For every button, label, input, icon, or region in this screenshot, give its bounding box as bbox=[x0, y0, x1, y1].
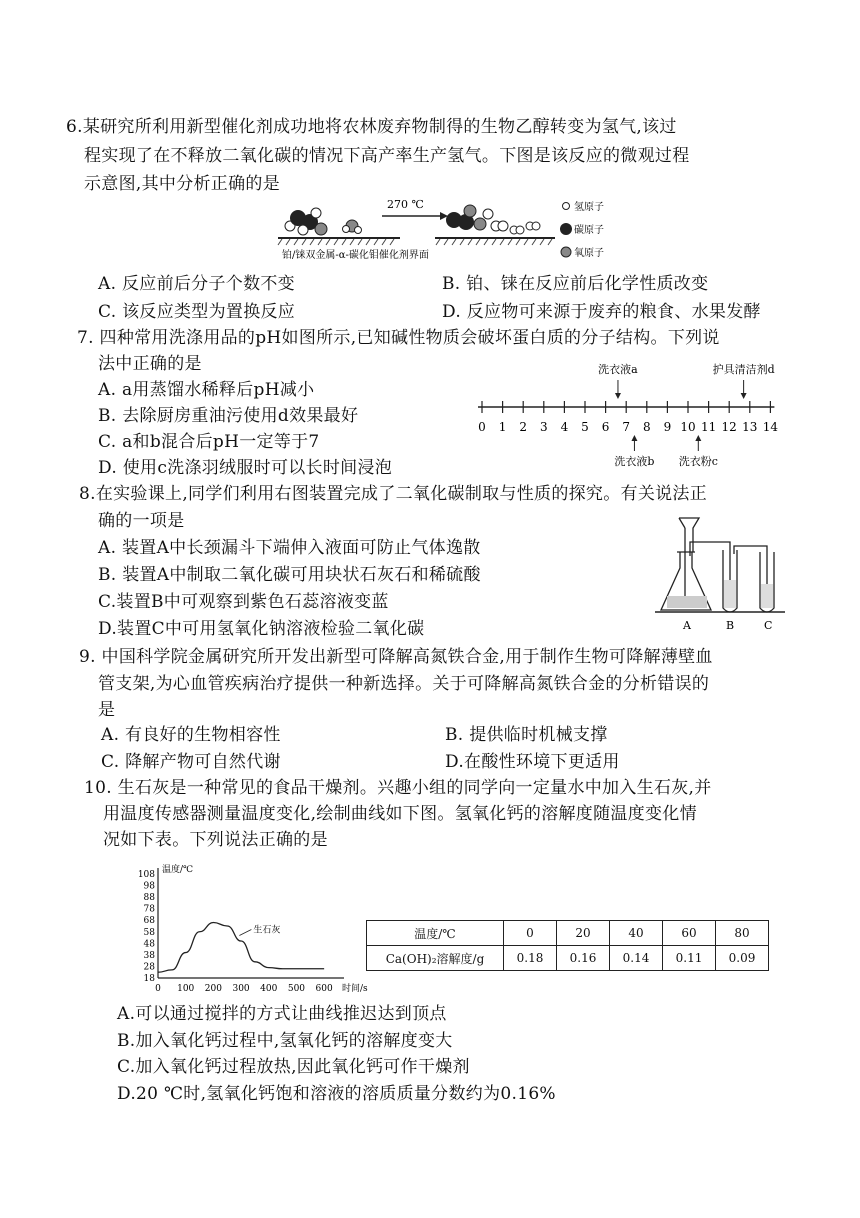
reaction-arrow bbox=[382, 198, 448, 220]
ph-scale bbox=[470, 360, 790, 470]
reaction-temperature: 270 ℃ bbox=[387, 198, 424, 211]
q8-option-a: A. 装置A中长颈漏斗下端伸入液面可防止气体逸散 bbox=[98, 538, 481, 558]
ph-marker-c-label: 洗衣粉c bbox=[678, 455, 718, 468]
q7-line1: 7. 四种常用洗涤用品的pH如图所示,已知碱性物质会破坏蛋白质的分子结构。下列说 bbox=[77, 328, 720, 348]
q9-option-d: D.在酸性环境下更适用 bbox=[445, 752, 620, 772]
y-tick-label: 48 bbox=[143, 939, 155, 950]
y-tick-label: 58 bbox=[143, 927, 155, 938]
ph-tick-label: 0 bbox=[478, 420, 486, 434]
table-cell: 0.14 bbox=[610, 946, 663, 971]
q10-option-b: B.加入氧化钙过程中,氢氧化钙的溶解度变大 bbox=[117, 1031, 453, 1051]
series-label-leader bbox=[239, 929, 251, 935]
x-tick-label: 500 bbox=[287, 984, 306, 994]
y-tick-label: 108 bbox=[137, 870, 155, 880]
carbon-legend-icon bbox=[560, 223, 572, 235]
table-cell: 0.16 bbox=[557, 946, 610, 971]
q6-option-b: B. 铂、铼在反应前后化学性质改变 bbox=[442, 274, 709, 294]
water-molecule-left bbox=[343, 220, 362, 234]
ph-tick-label: 2 bbox=[519, 420, 528, 434]
ph-tick-label: 12 bbox=[721, 420, 737, 434]
oxygen-legend-icon bbox=[561, 247, 571, 257]
solubility-table bbox=[366, 920, 769, 971]
y-tick-label: 28 bbox=[143, 962, 155, 973]
q7-option-b: B. 去除厨房重油污使用d效果最好 bbox=[98, 406, 359, 426]
ph-tick-label: 8 bbox=[642, 420, 651, 434]
y-tick-label: 78 bbox=[143, 904, 155, 915]
hydrogen-legend-icon bbox=[563, 203, 570, 210]
ph-tick-label: 5 bbox=[581, 420, 589, 434]
ph-tick-label: 4 bbox=[560, 420, 569, 434]
legend-carbon: 碳原子 bbox=[574, 225, 604, 236]
x-tick-label: 200 bbox=[204, 984, 222, 994]
apparatus-label-c: C bbox=[764, 619, 773, 632]
ph-marker-b-label: 洗衣液b bbox=[614, 455, 655, 468]
q10-line2: 用温度传感器测量温度变化,绘制曲线如下图。氢氧化钙的溶解度随温度变化情 bbox=[103, 804, 697, 824]
reaction-diagram bbox=[270, 196, 630, 264]
q7-option-c: C. a和b混合后pH一定等于7 bbox=[98, 432, 320, 452]
ph-tick-label: 13 bbox=[742, 420, 758, 434]
ph-axis bbox=[478, 362, 778, 468]
x-tick-label: 600 bbox=[315, 984, 333, 994]
q10-line3: 况如下表。下列说法正确的是 bbox=[103, 830, 328, 850]
q7-option-a: A. a用蒸馏水稀释后pH减小 bbox=[98, 380, 315, 400]
co2-apparatus bbox=[655, 512, 790, 634]
q8-option-c: C.装置B中可观察到紫色石蕊溶液变蓝 bbox=[98, 592, 389, 612]
q8-option-d: D.装置C中可用氢氧化钠溶液检验二氧化碳 bbox=[98, 619, 425, 639]
ph-tick-label: 14 bbox=[762, 420, 779, 434]
legend-hydrogen: 氢原子 bbox=[574, 202, 604, 213]
q9-line2: 管支架,为心血管疾病治疗提供一种新选择。关于可降解高氮铁合金的分析错误的 bbox=[98, 674, 710, 694]
y-tick-label: 98 bbox=[143, 881, 155, 892]
table-cell: 80 bbox=[716, 921, 769, 946]
ph-marker-b-arrowhead bbox=[631, 435, 637, 441]
ph-marker-d-arrowhead bbox=[741, 393, 747, 399]
q6-option-d: D. 反应物可来源于废弃的粮食、水果发酵 bbox=[442, 302, 761, 322]
table-header-temp: 温度/℃ bbox=[367, 921, 504, 946]
ph-marker-c-arrowhead bbox=[695, 435, 701, 441]
ph-marker-a-label: 洗衣液a bbox=[598, 363, 638, 376]
q9-option-a: A. 有良好的生物相容性 bbox=[101, 725, 281, 745]
catalyst-surface-left bbox=[278, 238, 400, 245]
catalyst-label: 铂/铼双金属-α-碳化钼催化剂界面 bbox=[282, 250, 429, 261]
catalyst-surface-right bbox=[435, 238, 555, 245]
q9-line3: 是 bbox=[98, 700, 116, 720]
table-cell: 0.11 bbox=[663, 946, 716, 971]
ph-tick-label: 9 bbox=[663, 420, 672, 434]
temperature-chart bbox=[120, 858, 368, 998]
ph-marker-d-label: 护具清洁剂d bbox=[712, 363, 775, 376]
q8-line1: 8.在实验课上,同学们利用右图装置完成了二氧化碳制取与性质的探究。有关说法正 bbox=[79, 484, 708, 504]
ph-tick-label: 10 bbox=[680, 420, 696, 434]
ph-tick-label: 11 bbox=[700, 420, 717, 434]
y-tick-label: 38 bbox=[143, 950, 155, 961]
q6-option-c: C. 该反应类型为置换反应 bbox=[98, 302, 296, 322]
q6-line1: 6.某研究所利用新型催化剂成功地将农林废弃物制得的生物乙醇转变为氢气,该过 bbox=[66, 117, 677, 137]
table-row bbox=[367, 921, 769, 946]
q10-option-a: A.可以通过搅拌的方式让曲线推迟达到顶点 bbox=[117, 1004, 447, 1024]
ph-tick-label: 3 bbox=[539, 420, 548, 434]
series-line bbox=[158, 923, 324, 973]
solubility-table-wrap bbox=[366, 920, 769, 971]
apparatus-label-b: B bbox=[726, 619, 735, 632]
y-tick-label: 18 bbox=[143, 974, 155, 984]
q8-option-b: B. 装置A中制取二氧化碳可用块状石灰石和稀硫酸 bbox=[98, 565, 481, 585]
y-tick-label: 88 bbox=[143, 893, 155, 904]
table-cell: 60 bbox=[663, 921, 716, 946]
x-tick-label: 300 bbox=[232, 984, 250, 994]
apparatus-label-a: A bbox=[683, 619, 691, 632]
q9-option-c: C. 降解产物可自然代谢 bbox=[101, 752, 281, 772]
y-axis-label: 温度/℃ bbox=[162, 865, 194, 875]
table-header-solubility: Ca(OH)₂溶解度/g bbox=[367, 946, 504, 971]
x-axis-label: 时间/s bbox=[342, 984, 368, 994]
ph-tick-label: 7 bbox=[622, 420, 631, 434]
q7-line2: 法中正确的是 bbox=[98, 354, 202, 374]
x-tick-label: 0 bbox=[155, 984, 161, 994]
q6-line2: 程实现了在不释放二氧化碳的情况下高产率生产氢气。下图是该反应的微观过程 bbox=[84, 146, 690, 166]
table-cell: 0 bbox=[504, 921, 557, 946]
x-tick-label: 400 bbox=[260, 984, 278, 994]
x-tick-label: 100 bbox=[177, 984, 195, 994]
product-molecules bbox=[446, 205, 540, 234]
q10-line1: 10. 生石灰是一种常见的食品干燥剂。兴趣小组的同学向一定量水中加入生石灰,并 bbox=[84, 778, 712, 798]
q6-option-a: A. 反应前后分子个数不变 bbox=[98, 274, 295, 294]
table-cell: 20 bbox=[557, 921, 610, 946]
table-cell: 0.09 bbox=[716, 946, 769, 971]
ph-tick-label: 6 bbox=[601, 420, 610, 434]
q10-option-d: D.20 ℃时,氢氧化钙饱和溶液的溶质质量分数约为0.16% bbox=[117, 1084, 556, 1104]
atom-legend bbox=[560, 200, 604, 259]
chart-root bbox=[138, 863, 368, 994]
q6-line3: 示意图,其中分析正确的是 bbox=[84, 174, 281, 194]
q9-line1: 9. 中国科学院金属研究所开发出新型可降解高氮铁合金,用于制作生物可降解薄壁血 bbox=[79, 647, 713, 667]
q10-option-c: C.加入氧化钙过程放热,因此氧化钙可作干燥剂 bbox=[117, 1057, 470, 1077]
q7-option-d: D. 使用c洗涤羽绒服时可以长时间浸泡 bbox=[98, 458, 393, 478]
series-label: 生石灰 bbox=[253, 925, 281, 936]
q9-option-b: B. 提供临时机械支撑 bbox=[445, 725, 608, 745]
y-tick-label: 68 bbox=[143, 916, 155, 927]
ethanol-molecule bbox=[285, 208, 327, 235]
table-cell: 0.18 bbox=[504, 946, 557, 971]
legend-oxygen: 氧原子 bbox=[574, 248, 604, 259]
ph-marker-a-arrowhead bbox=[615, 393, 621, 399]
table-cell: 40 bbox=[610, 921, 663, 946]
ph-tick-label: 1 bbox=[498, 420, 507, 434]
table-row bbox=[367, 946, 769, 971]
q8-line2: 确的一项是 bbox=[98, 511, 185, 531]
